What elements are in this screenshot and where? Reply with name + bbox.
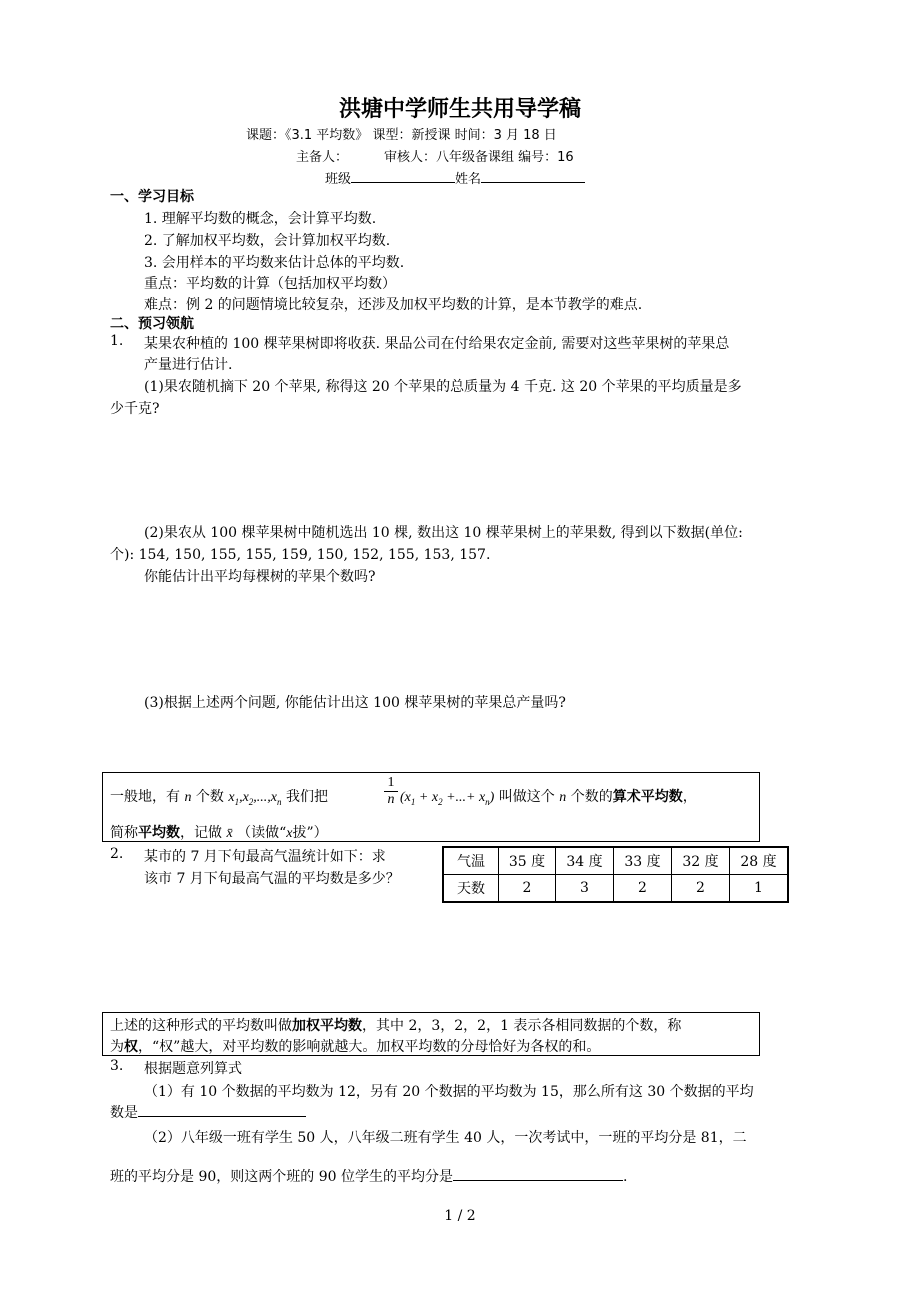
sub-question-3-1: （1）有 10 个数据的平均数为 12，另有 20 个数据的平均数为 15，那么所有这 30 个数据的平均 bbox=[144, 1084, 754, 1100]
def-text: （读做“ bbox=[237, 825, 287, 841]
def-text: 一般地，有 bbox=[110, 789, 180, 805]
name-blank[interactable] bbox=[481, 182, 585, 183]
wm-text: 上述的这种形式的平均数叫做 bbox=[110, 1018, 292, 1034]
term-weight: 权 bbox=[124, 1039, 138, 1055]
def-text: ，记做 bbox=[180, 825, 222, 841]
sub-question-3: (3)根据上述两个问题, 你能估计出这 100 棵苹果树的苹果总产量吗? bbox=[144, 695, 566, 711]
question-text: 产量进行估计. bbox=[144, 357, 233, 373]
difficulty-point: 难点：例 2 的问题情境比较复杂，还涉及加权平均数的计算，是本节教学的难点. bbox=[144, 297, 643, 313]
fraction-1-over-n bbox=[384, 775, 398, 808]
fraction-numerator: 1 bbox=[384, 775, 398, 792]
q3-text: 班的平均分是 90，则这两个班的 90 位学生的平均分是 bbox=[110, 1169, 453, 1185]
weighted-line-2 bbox=[110, 1036, 600, 1056]
goal-item: 3. 会用样本的平均数来估计总体的平均数. bbox=[144, 255, 405, 271]
class-blank[interactable] bbox=[351, 182, 455, 183]
question-text: 某市的 7 月下旬最高气温统计如下：求 bbox=[144, 849, 386, 865]
answer-blank[interactable] bbox=[453, 1180, 623, 1181]
goal-item: 2. 了解加权平均数，会计算加权平均数. bbox=[144, 233, 391, 249]
definition-line-1b bbox=[400, 786, 697, 807]
wm-text: 为 bbox=[110, 1039, 124, 1055]
sub-question-3-2: （2）八年级一班有学生 50 人，八年级二班有学生 40 人，一次考试中，一班的平均分是 81，二 bbox=[144, 1130, 747, 1146]
question-number: 2. bbox=[110, 846, 124, 862]
def-text: 个数的 bbox=[570, 789, 613, 805]
term-weighted-mean: 加权平均数 bbox=[292, 1018, 362, 1034]
question-text: 该市 7 月下旬最高气温的平均数是多少？ bbox=[144, 871, 400, 887]
lesson-info-line: 课题：《3.1 平均数》 课型：新授课 时间：3 月 18 日 bbox=[246, 128, 557, 143]
term-mean: 平均数 bbox=[138, 825, 180, 841]
sub-question-3-2-cont bbox=[110, 1166, 627, 1186]
table-cell: 1 bbox=[730, 875, 789, 903]
table-cell: 33 度 bbox=[614, 847, 672, 875]
def-text: 个数 bbox=[195, 789, 224, 805]
q3-text: . bbox=[622, 1169, 628, 1185]
wm-text: ，“权”越大，对平均数的影响就越大。加权平均数的分母恰好为各权的和。 bbox=[138, 1039, 601, 1055]
answer-blank[interactable] bbox=[138, 1116, 306, 1117]
table-row bbox=[443, 875, 788, 903]
class-name-line bbox=[325, 168, 585, 187]
table-cell: 2 bbox=[499, 875, 556, 903]
definition-line-1 bbox=[110, 786, 328, 807]
table-cell: 天数 bbox=[443, 875, 499, 903]
x-symbol: x bbox=[286, 826, 293, 841]
sub-question-2-ask: 你能估计出平均每棵树的苹果个数吗? bbox=[144, 569, 376, 585]
sub-question-1-cont: 少千克? bbox=[110, 401, 160, 417]
def-text: 拔”） bbox=[292, 825, 328, 841]
def-text: 叫做这个 bbox=[498, 789, 555, 805]
class-label: 班级 bbox=[325, 172, 352, 187]
section-heading-preview: 二、预习领航 bbox=[110, 316, 194, 332]
table-cell: 气温 bbox=[443, 847, 499, 875]
table-cell: 32 度 bbox=[672, 847, 730, 875]
def-text: ， bbox=[682, 789, 697, 805]
goal-item: 1. 理解平均数的概念，会计算平均数. bbox=[144, 211, 377, 227]
table-cell: 35 度 bbox=[499, 847, 556, 875]
table-cell: 2 bbox=[672, 875, 730, 903]
sub-question-3-1-cont bbox=[110, 1102, 306, 1122]
question-heading: 根据题意列算式 bbox=[144, 1061, 242, 1077]
term-arithmetic-mean: 算术平均数 bbox=[612, 789, 683, 805]
section-heading-goals: 一、学习目标 bbox=[110, 189, 194, 205]
table-cell: 3 bbox=[556, 875, 614, 903]
q3-text: 数是 bbox=[110, 1105, 138, 1121]
def-text: 我们把 bbox=[285, 789, 328, 805]
sum-expression: ($x_1 + x_2$ +...+ $x_n$) bbox=[400, 790, 495, 807]
sub-question-2: (2)果农从 100 棵苹果树中随机选出 10 棵, 数出这 10 棵苹果树上的苹果数, 得到以下数据(单位: bbox=[144, 525, 743, 541]
name-label: 姓名 bbox=[455, 172, 482, 187]
def-text: 简称 bbox=[110, 825, 138, 841]
wm-text: ，其中 2，3，2，2，1 表示各相同数据的个数，称 bbox=[362, 1018, 682, 1034]
var-list: $x_1,x_2,...,x_n$ bbox=[228, 790, 282, 807]
sub-question-1: (1)果农随机摘下 20 个苹果, 称得这 20 个苹果的总质量为 4 千克. 这 20 个苹果的平均质量是多 bbox=[144, 379, 742, 395]
table-row bbox=[443, 847, 788, 875]
definition-line-2 bbox=[110, 822, 328, 842]
key-point: 重点：平均数的计算（包括加权平均数） bbox=[144, 276, 396, 292]
reviewer-info: 审核人：八年级备课组 编号：16 bbox=[384, 150, 574, 165]
table-cell: 28 度 bbox=[730, 847, 789, 875]
preparer-label: 主备人： bbox=[296, 150, 349, 165]
table-cell: 34 度 bbox=[556, 847, 614, 875]
table-cell: 2 bbox=[614, 875, 672, 903]
var-n: n bbox=[184, 790, 192, 805]
sub-question-2-data: 个): 154, 150, 155, 155, 159, 150, 152, 155, 153, 157. bbox=[110, 547, 491, 563]
weighted-line-1 bbox=[110, 1015, 681, 1035]
temperature-table bbox=[442, 846, 789, 903]
page-number: 1 / 2 bbox=[444, 1208, 476, 1224]
var-n: n bbox=[559, 790, 567, 805]
fraction-denominator: n bbox=[387, 792, 395, 807]
xbar-symbol: x̄ bbox=[226, 826, 233, 841]
question-number: 1. bbox=[110, 333, 124, 349]
question-text: 某果农种植的 100 棵苹果树即将收获. 果品公司在付给果农定金前, 需要对这些苹果树的苹果总 bbox=[144, 336, 730, 352]
page-title: 洪塘中学师生共用导学稿 bbox=[338, 97, 581, 122]
question-number: 3. bbox=[110, 1058, 124, 1074]
